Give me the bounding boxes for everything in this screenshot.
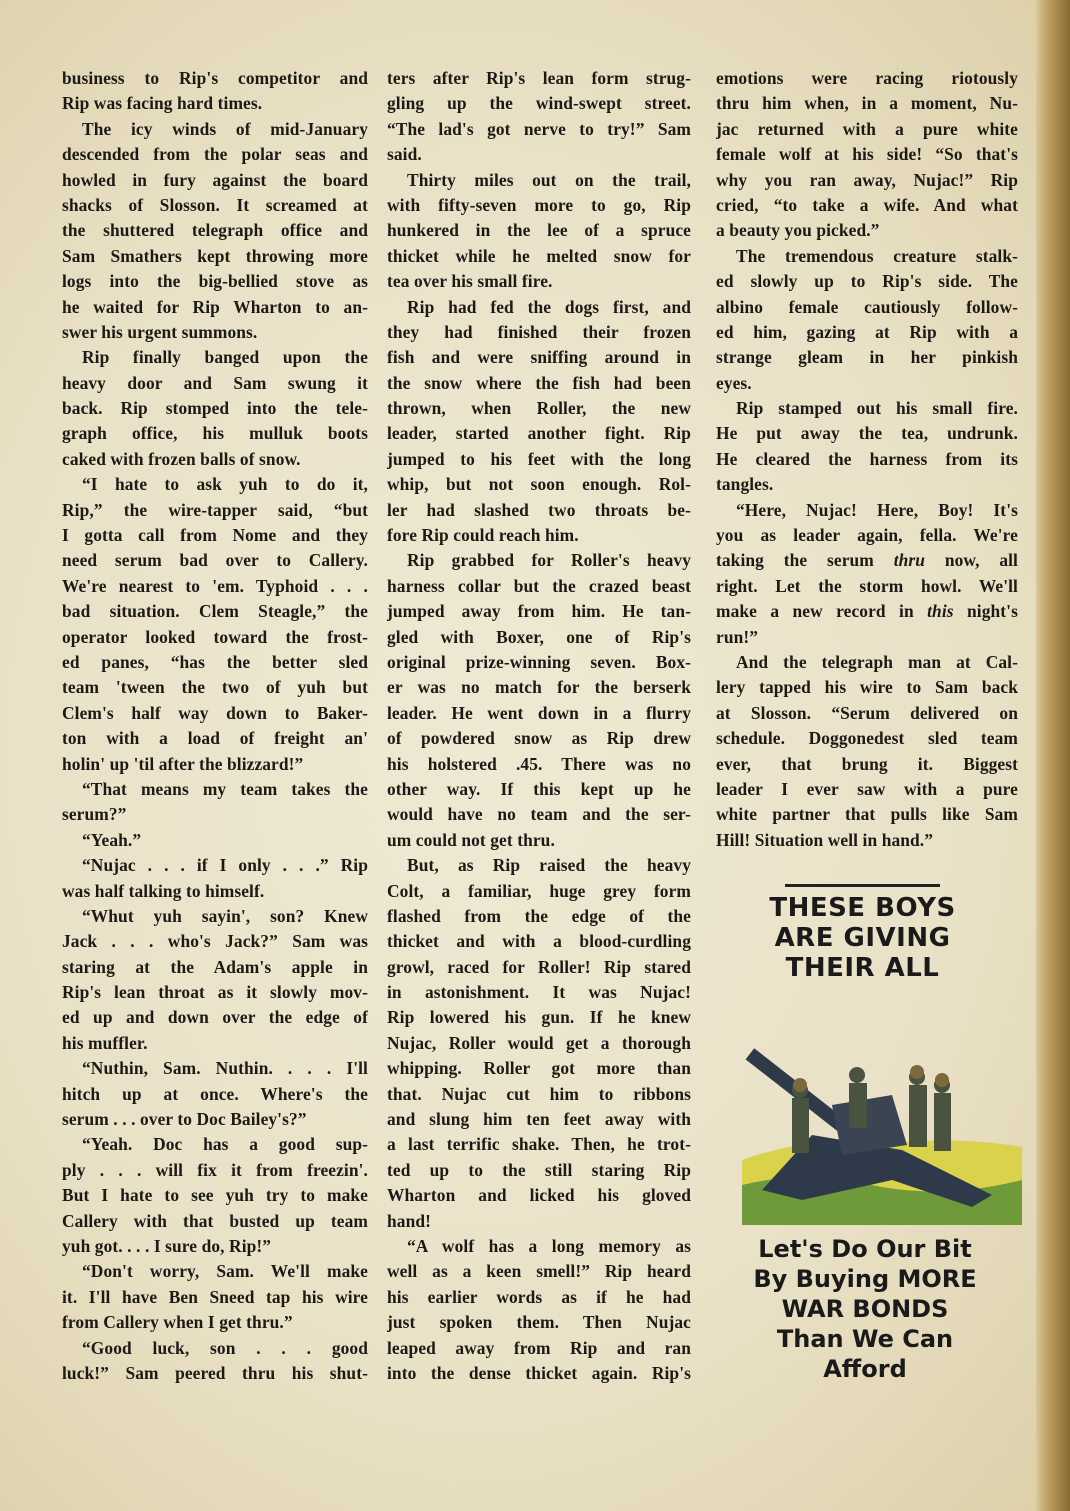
- text-line: “A wolf has a long memory as: [407, 1235, 691, 1256]
- text-line: a last terrific shake. Then, he trot-: [387, 1134, 691, 1155]
- text-line: from Callery when I get thru.”: [62, 1312, 293, 1333]
- ad-divider: [785, 884, 940, 887]
- text-line: leader, started another fight. Rip: [387, 423, 691, 444]
- text-line: female wolf at his side! “So that's: [716, 144, 1018, 165]
- text-line: thicket and with a blood-curdling: [387, 931, 691, 952]
- text-line: shacks of Slosson. It screamed at: [62, 194, 368, 215]
- text-line: logs into the big-bellied stove as: [62, 271, 368, 292]
- text-line: caked with frozen balls of snow.: [62, 448, 301, 469]
- text-line: tangles.: [716, 474, 774, 495]
- story-paragraph: [62, 66, 368, 117]
- text-line: Rip,” the wire-tapper said, “but: [62, 499, 368, 520]
- text-line: whipping. Roller got more than: [387, 1058, 691, 1079]
- story-paragraph: [716, 396, 1018, 498]
- text-column-1: [62, 66, 368, 1386]
- text-line: his muffler.: [62, 1032, 148, 1053]
- text-line: Clem's half way down to Baker-: [62, 702, 368, 723]
- text-line: business to Rip's competitor and: [62, 68, 368, 88]
- text-line: ed slowly up to Rip's side. The: [716, 271, 1018, 292]
- text-line: he waited for Rip Wharton to an-: [62, 296, 368, 317]
- text-line: tea over his small fire.: [387, 271, 553, 292]
- text-line: a beauty you picked.”: [716, 220, 880, 241]
- text-line: “Nujac . . . if I only . . .” Rip: [82, 855, 368, 876]
- text-line: thru him when, in a moment, Nu-: [716, 93, 1018, 114]
- text-line: hunkered in the lee of a spruce: [387, 220, 691, 241]
- text-line: “The lad's got nerve to try!” Sam: [387, 118, 691, 139]
- text-line: Rip was facing hard times.: [62, 93, 263, 114]
- text-line: white partner that pulls like Sam: [716, 804, 1018, 825]
- story-paragraph: [387, 66, 691, 168]
- text-line: Rip had fed the dogs first, and: [407, 296, 691, 317]
- text-line: team 'tween the two of yuh but: [62, 677, 368, 698]
- text-column-3: [716, 66, 1018, 853]
- text-line: “I hate to ask yuh to do it,: [82, 474, 368, 495]
- text-line: yuh got. . . . I sure do, Rip!”: [62, 1235, 272, 1256]
- text-line: fore Rip could reach him.: [387, 525, 579, 546]
- text-line: emotions were racing riotously: [716, 68, 1018, 88]
- story-paragraph: [387, 168, 691, 295]
- text-line: He cleared the harness from its: [716, 448, 1018, 469]
- text-line: his earlier words as if he had: [387, 1286, 691, 1307]
- text-line: schedule. Doggonedest sled team: [716, 728, 1018, 749]
- text-line: serum?”: [62, 804, 127, 825]
- text-line: need serum bad over to Callery.: [62, 550, 368, 571]
- text-line: Rip finally banged upon the: [82, 347, 368, 368]
- text-line: “Good luck, son . . . good: [82, 1337, 368, 1358]
- text-segment: taking the serum: [716, 550, 894, 571]
- text-line: thicket while he melted snow for: [387, 245, 691, 266]
- text-line: operator looked toward the frost-: [62, 626, 368, 647]
- text-line: Jack . . . who's Jack?” Sam was: [62, 931, 368, 952]
- text-line: ply . . . will fix it from freezin'.: [62, 1159, 368, 1180]
- text-line: He put away the tea, undrunk.: [716, 423, 1018, 444]
- text-line: “Yeah.”: [82, 829, 142, 850]
- text-line: they had finished their frozen: [387, 321, 691, 342]
- text-line: Sam Smathers kept throwing more: [62, 245, 368, 266]
- war-bond-ad-headline: [740, 893, 985, 983]
- text-line: with fifty-seven more to go, Rip: [387, 194, 691, 215]
- text-segment: now, all: [925, 550, 1018, 571]
- text-line: jumped to his feet with the long: [387, 448, 691, 469]
- text-line: Wharton and licked his gloved: [387, 1185, 691, 1206]
- text-line: whip, but not soon enough. Rol-: [387, 474, 691, 495]
- story-paragraph: [716, 244, 1018, 396]
- text-line: was half talking to himself.: [62, 880, 265, 901]
- text-line: But I hate to see yuh try to make: [62, 1185, 368, 1206]
- text-line: graph office, his mulluk boots: [62, 423, 368, 444]
- text-line: “Here, Nujac! Here, Boy! It's: [736, 499, 1018, 520]
- text-line: and slung him ten feet away with: [387, 1109, 691, 1130]
- text-line: other way. If this kept up he: [387, 778, 691, 799]
- story-paragraph: [62, 853, 368, 904]
- text-line: leader I ever saw with a pure: [716, 778, 1018, 799]
- text-line: We're nearest to 'em. Typhoid . . .: [62, 575, 368, 596]
- text-line: “That means my team takes the: [82, 778, 368, 799]
- story-paragraph: [387, 853, 691, 1234]
- text-line: would have no team and the ser-: [387, 804, 691, 825]
- text-line: heavy door and Sam swung it: [62, 372, 368, 393]
- text-line: ler had slashed two throats be-: [387, 499, 691, 520]
- story-paragraph: [62, 828, 368, 853]
- text-line: “Don't worry, Sam. We'll make: [82, 1261, 368, 1282]
- text-line: holin' up 'til after the blizzard!”: [62, 753, 304, 774]
- text-line: flashed from the edge of the: [387, 905, 691, 926]
- text-line: hand!: [387, 1210, 432, 1231]
- text-line: albino female cautiously follow-: [716, 296, 1018, 317]
- text-line: But, as Rip raised the heavy: [407, 855, 691, 876]
- story-paragraph: [62, 1259, 368, 1335]
- text-line: run!”: [716, 626, 759, 647]
- text-line: well as a keen smell!” Rip heard: [387, 1261, 691, 1282]
- text-line: just spoken them. Then Nujac: [387, 1312, 691, 1333]
- text-line: I gotta call from Nome and they: [62, 525, 368, 546]
- text-line: leader. He went down in a flurry: [387, 702, 691, 723]
- text-line: bad situation. Clem Steagle,” the: [62, 601, 368, 622]
- story-paragraph: [62, 1056, 368, 1132]
- text-line: The tremendous creature stalk-: [736, 245, 1018, 266]
- text-line: eyes.: [716, 372, 752, 393]
- text-line: “Yeah. Doc has a good sup-: [82, 1134, 368, 1155]
- text-column-2: [387, 66, 691, 1386]
- slogan-line: WAR BONDS: [781, 1295, 949, 1323]
- story-paragraph: [387, 1234, 691, 1386]
- text-line: ed panes, “has the better sled: [62, 651, 368, 672]
- story-paragraph: [62, 472, 368, 777]
- text-line: Rip lowered his gun. If he knew: [387, 1007, 691, 1028]
- text-line: right. Let the storm howl. We'll: [716, 575, 1018, 596]
- text-line: ted up to the still staring Rip: [387, 1159, 691, 1180]
- text-line: ed him, gazing at Rip with a: [716, 321, 1018, 342]
- soldiers-artillery-illustration: [742, 985, 1022, 1230]
- text-line: back. Rip stomped into the tele-: [62, 398, 368, 419]
- text-line: of powdered snow as Rip drew: [387, 728, 691, 749]
- story-paragraph: [716, 498, 1018, 650]
- text-line: you as leader again, fella. We're: [716, 525, 1018, 546]
- text-line: the shuttered telegraph office and: [62, 220, 368, 241]
- text-line: harness collar but the crazed beast: [387, 575, 691, 596]
- text-line: ters after Rip's lean form strug-: [387, 68, 691, 88]
- story-paragraph: [62, 1132, 368, 1259]
- text-line: Colt, a familiar, huge grey form: [387, 880, 691, 901]
- story-paragraph: [62, 1336, 368, 1387]
- text-line: descended from the polar seas and: [62, 144, 368, 165]
- text-line: hitch up at once. Where's the: [62, 1083, 368, 1104]
- text-line: And the telegraph man at Cal-: [736, 651, 1018, 672]
- text-line: gled with Boxer, one of Rip's: [387, 626, 691, 647]
- text-line: at Slosson. “Serum delivered on: [716, 702, 1018, 723]
- slogan-line: Than We Can: [776, 1325, 954, 1353]
- page-edge: [1036, 0, 1070, 1511]
- text-segment: make a new record in: [716, 601, 928, 622]
- text-line: staring at the Adam's apple in: [62, 956, 368, 977]
- text-line: said.: [387, 144, 422, 165]
- text-line: ever, that brung it. Biggest: [716, 753, 1018, 774]
- text-line: swer his urgent summons.: [62, 321, 258, 342]
- text-line: er was no match for the berserk: [387, 677, 691, 698]
- text-line: cried, “to take a wife. And what: [716, 194, 1018, 215]
- text-line: Callery with that busted up team: [62, 1210, 368, 1231]
- text-line: “Nuthin, Sam. Nuthin. . . . I'll: [82, 1058, 368, 1079]
- text-line: serum . . . over to Doc Bailey's?”: [62, 1109, 307, 1130]
- headline-line: THESE BOYS: [769, 893, 956, 923]
- text-line: why you ran away, Nujac!” Rip: [716, 169, 1018, 190]
- text-line: fish and were sniffing around in: [387, 347, 691, 368]
- text-line: growl, raced for Roller! Rip stared: [387, 956, 691, 977]
- slogan-line: Afford: [823, 1355, 907, 1383]
- text-line: Nujac, Roller would get a thorough: [387, 1032, 691, 1053]
- headline-line: THEIR ALL: [785, 953, 940, 983]
- story-paragraph: [62, 345, 368, 472]
- text-line: um could not get thru.: [387, 829, 555, 850]
- text-line: it. I'll have Ben Sneed tap his wire: [62, 1286, 368, 1307]
- text-line: [716, 599, 1018, 624]
- text-line: strange gleam in her pinkish: [716, 347, 1018, 368]
- italic-text: this: [927, 601, 954, 622]
- headline-line: ARE GIVING: [774, 923, 951, 953]
- text-line: in astonishment. It was Nujac!: [387, 982, 691, 1003]
- war-bond-ad-slogan: [735, 1234, 995, 1384]
- text-line: jac returned with a pure white: [716, 118, 1018, 139]
- text-line: into the dense thicket again. Rip's: [387, 1362, 691, 1383]
- text-line: original prize-winning seven. Box-: [387, 651, 691, 672]
- story-paragraph: [62, 117, 368, 346]
- text-line: the snow where the fish had been: [387, 372, 691, 393]
- text-line: leaped away from Rip and ran: [387, 1337, 691, 1358]
- text-line: that. Nujac cut him to ribbons: [387, 1083, 691, 1104]
- text-line: Thirty miles out on the trail,: [407, 169, 691, 190]
- text-line: [716, 548, 1018, 573]
- story-paragraph: [62, 904, 368, 1056]
- text-line: Rip stamped out his small fire.: [736, 398, 1018, 419]
- story-paragraph: [716, 66, 1018, 244]
- text-line: ton with a load of freight an': [62, 728, 368, 749]
- slogan-line: Let's Do Our Bit: [758, 1235, 972, 1263]
- text-line: gling up the wind-swept street.: [387, 93, 691, 114]
- text-line: “Whut yuh sayin', son? Knew: [82, 905, 368, 926]
- text-line: lery tapped his wire to Sam back: [716, 677, 1018, 698]
- story-paragraph: [387, 548, 691, 853]
- gun-carriage: [832, 1095, 907, 1155]
- text-line: Rip's lean throat as it slowly mov-: [62, 982, 368, 1003]
- text-line: Hill! Situation well in hand.”: [716, 829, 934, 850]
- text-line: The icy winds of mid-January: [82, 118, 368, 139]
- story-paragraph: [716, 650, 1018, 853]
- italic-text: thru: [893, 550, 926, 571]
- text-line: ed up and down over the edge of: [62, 1007, 368, 1028]
- text-line: Rip grabbed for Roller's heavy: [407, 550, 691, 571]
- slogan-line: By Buying MORE: [753, 1265, 977, 1293]
- text-line: jumped away from him. He tan-: [387, 601, 691, 622]
- text-line: howled in fury against the board: [62, 169, 368, 190]
- text-segment: night's: [953, 601, 1018, 622]
- text-line: thrown, when Roller, the new: [387, 398, 691, 419]
- story-paragraph: [387, 295, 691, 549]
- text-line: his holstered .45. There was no: [387, 753, 691, 774]
- story-paragraph: [62, 777, 368, 828]
- text-line: luck!” Sam peered thru his shut-: [62, 1362, 368, 1383]
